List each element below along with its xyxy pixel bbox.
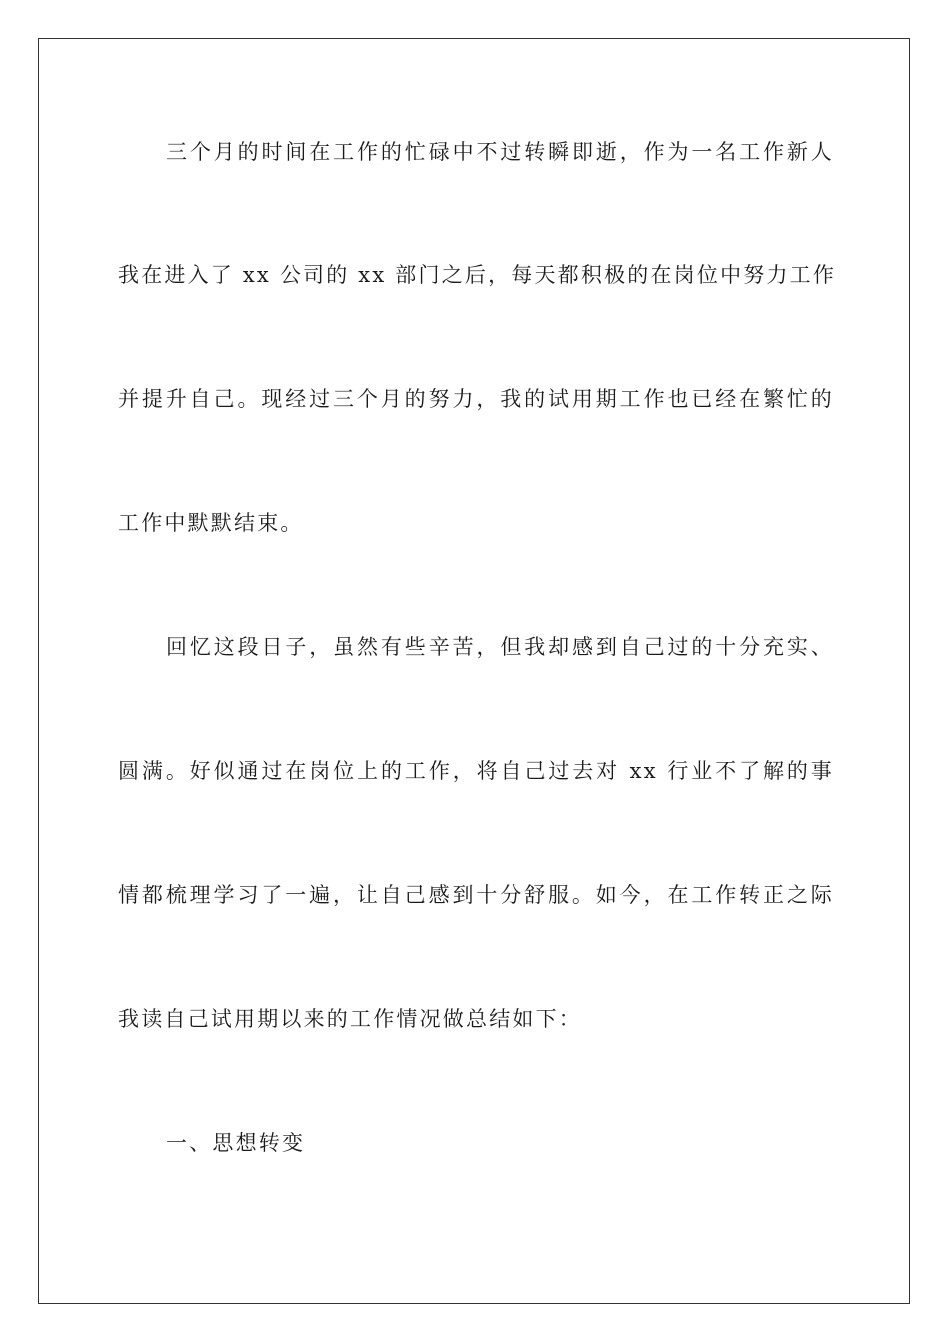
paragraph-line: 情都梳理学习了一遍，让自己感到十分舒服。如今，在工作转正之际 [118, 883, 834, 907]
paragraph-line: 三个月的时间在工作的忙碌中不过转瞬即逝，作为一名工作新人 [166, 140, 834, 164]
paragraph-line: 我读自己试用期以来的工作情况做总结如下： [118, 1007, 582, 1031]
paragraph-line: 回忆这段日子，虽然有些辛苦，但我却感到自己过的十分充实、 [166, 635, 834, 659]
section-heading: 一、思想转变 [166, 1131, 306, 1155]
paragraph-line: 圆满。好似通过在岗位上的工作，将自己过去对 xx 行业不了解的事 [118, 759, 834, 783]
paragraph-line: 并提升自己。现经过三个月的努力，我的试用期工作也已经在繁忙的 [118, 387, 834, 411]
paragraph-line: 工作中默默结束。 [118, 511, 304, 535]
paragraph-line: 我在进入了 xx 公司的 xx 部门之后，每天都积极的在岗位中努力工作 [118, 263, 837, 287]
page-border [38, 38, 910, 1304]
